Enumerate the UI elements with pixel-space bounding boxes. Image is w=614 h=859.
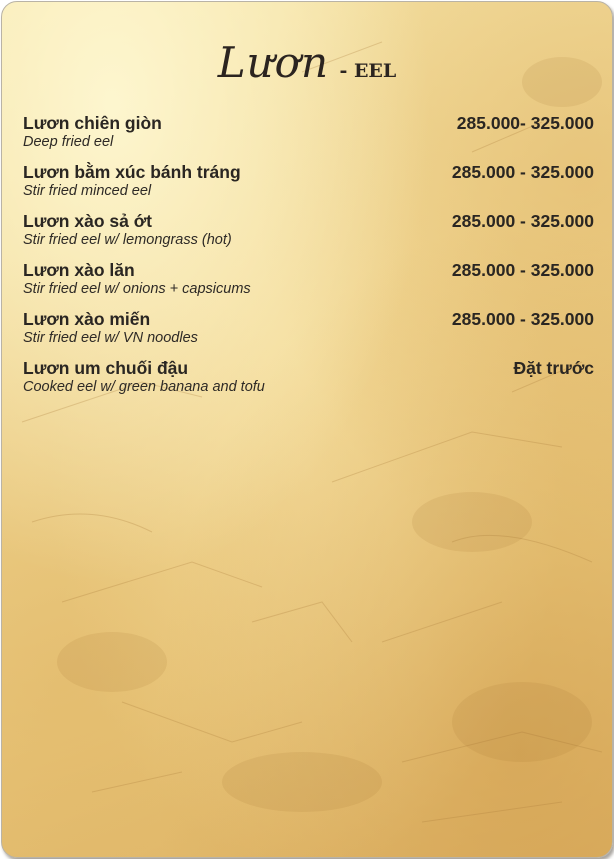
menu-item-description: Stir fried eel w/ onions + capsicums: [23, 281, 251, 297]
menu-item-description: Cooked eel w/ green banana and tofu: [23, 379, 265, 395]
menu-item-name: Lươn bằm xúc bánh tráng: [23, 162, 241, 182]
section-title: [2, 38, 612, 87]
section-title-script: Lươn: [217, 38, 329, 87]
menu-item: [23, 260, 594, 309]
menu-list: [23, 113, 594, 407]
menu-item-price: 285.000 - 325.000: [451, 260, 594, 280]
menu-item-description: Stir fried eel w/ lemongrass (hot): [23, 232, 232, 248]
menu-item-price: 285.000 - 325.000: [451, 162, 594, 182]
menu-item-name: Lươn chiên giòn: [23, 113, 162, 133]
menu-item-price: 285.000- 325.000: [456, 113, 594, 133]
menu-item-name: Lươn xào miến: [23, 309, 151, 329]
menu-item-description: Deep fried eel: [23, 134, 114, 150]
menu-item-name: Lươn um chuối đậu: [23, 358, 189, 378]
menu-item-price: 285.000 - 325.000: [451, 309, 594, 329]
menu-item-name: Lươn xào lăn: [23, 260, 135, 280]
menu-item-price: Đặt trước: [513, 358, 594, 378]
menu-item: [23, 309, 594, 358]
section-title-suffix: - EEL: [339, 60, 397, 82]
menu-item-description: Stir fried eel w/ VN noodles: [23, 330, 198, 346]
menu-item: [23, 162, 594, 211]
menu-item-price: 285.000 - 325.000: [451, 211, 594, 231]
menu-item: [23, 211, 594, 260]
menu-item-name: Lươn xào sả ớt: [23, 211, 152, 231]
menu-item: [23, 358, 594, 407]
menu-item-description: Stir fried minced eel: [23, 183, 152, 199]
menu-page: [1, 1, 613, 858]
menu-item: [23, 113, 594, 162]
